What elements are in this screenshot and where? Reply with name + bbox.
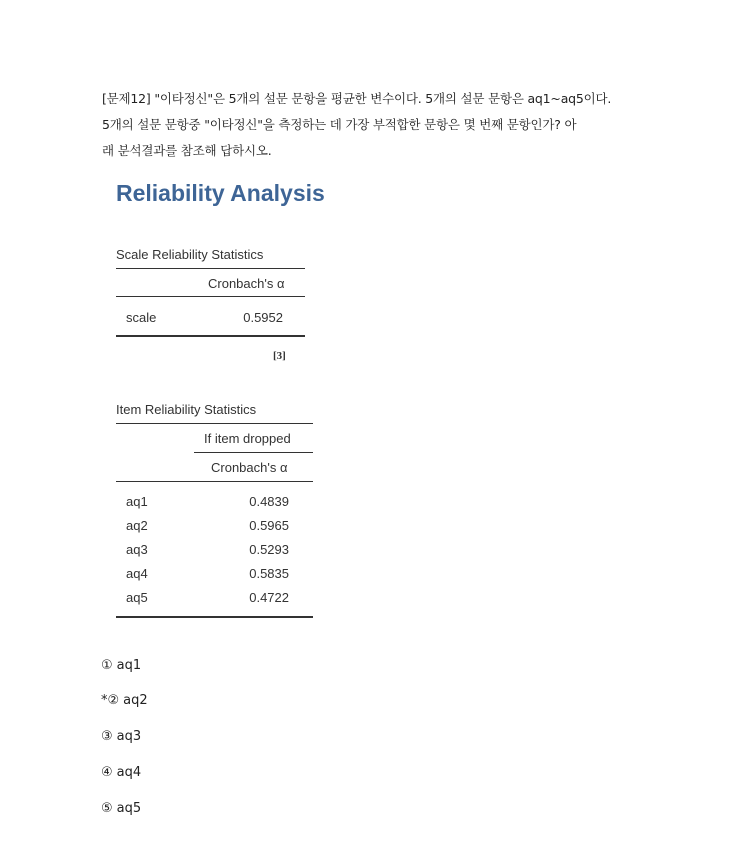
table-rule	[116, 296, 305, 297]
row-value: 0.5293	[249, 542, 289, 557]
table-rule	[116, 616, 313, 618]
option-text: aq2	[123, 693, 148, 708]
row-label: aq4	[126, 566, 148, 581]
row-label: aq3	[126, 542, 148, 557]
option-2[interactable]	[101, 693, 148, 708]
table-rule	[116, 268, 305, 269]
table-title: Item Reliability Statistics	[116, 402, 257, 417]
group-header: If item dropped	[204, 431, 291, 446]
option-5[interactable]	[101, 801, 141, 816]
option-number: ⑤	[101, 801, 113, 816]
question-line: 5개의 설문 문항중 "이타정신"을 측정하는 데 가장 부적합한 문항은 몇 번째 문항인가? 아	[102, 117, 577, 132]
question-line: [문제12] "이타정신"은 5개의 설문 문항을 평균한 변수이다. 5개의 설문 문항은 aq1~aq5이다.	[102, 91, 612, 106]
row-value: 0.4839	[249, 494, 289, 509]
row-value: 0.5952	[243, 310, 283, 325]
table-rule	[116, 423, 313, 424]
row-value: 0.5835	[249, 566, 289, 581]
option-prefix: *	[101, 693, 108, 708]
option-number: ①	[101, 658, 113, 673]
row-label: aq1	[126, 494, 148, 509]
row-label: aq5	[126, 590, 148, 605]
option-3[interactable]	[101, 729, 141, 744]
option-number: ②	[107, 693, 120, 708]
option-number: ③	[101, 729, 113, 744]
table-rule	[116, 335, 305, 337]
row-label: aq2	[126, 518, 148, 533]
table-rule	[116, 481, 313, 482]
question-text	[102, 86, 674, 164]
table-title: Scale Reliability Statistics	[116, 247, 264, 262]
row-value: 0.5965	[249, 518, 289, 533]
option-text: aq5	[116, 801, 142, 816]
option-text: aq4	[116, 765, 142, 780]
column-header: Cronbach's α	[211, 460, 288, 475]
option-1[interactable]	[101, 658, 141, 673]
table-note: [3]	[273, 350, 286, 362]
row-label: scale	[126, 310, 157, 325]
option-4[interactable]	[101, 765, 141, 780]
option-text: aq3	[116, 729, 142, 744]
row-value: 0.4722	[249, 590, 289, 605]
question-line: 래 분석결과를 참조해 답하시오.	[102, 143, 272, 158]
option-number: ④	[101, 765, 113, 780]
analysis-title: Reliability Analysis	[116, 180, 325, 206]
option-text: aq1	[116, 658, 142, 673]
table-rule	[194, 452, 313, 453]
column-header: Cronbach's α	[208, 276, 285, 291]
